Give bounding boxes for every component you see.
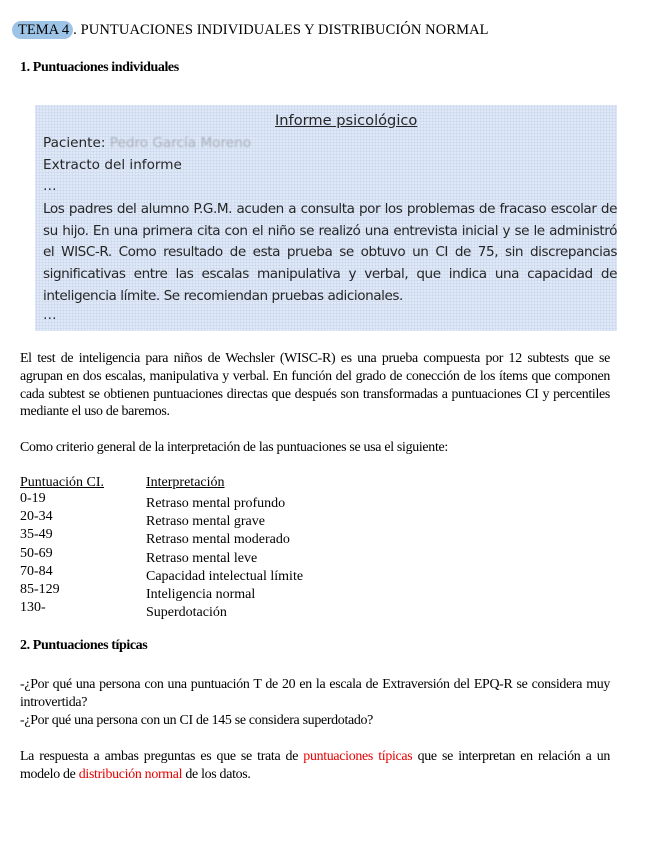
answer-text: La respuesta a ambas preguntas es que se trata de [20,749,304,764]
interpretation: Retraso mental moderado [146,532,290,548]
section-1-title: 1. Puntuaciones individuales [20,60,179,75]
answer-paragraph [20,748,610,784]
patient-line [43,135,251,151]
question-1: -¿Por qué una persona con una puntuación T de 20 en la escala de Extraversión del EPQ-R se considera muy introvertida? [20,677,610,710]
answer-text: que se interpretan en relación a un modelo de [20,749,610,782]
report-ellipsis-bottom: … [43,307,57,323]
criteria-paragraph: Como criterio general de la interpretación de las puntuaciones se usa el siguiente: [20,440,448,455]
highlight-normal-distribution: distribución normal [78,766,183,782]
table-header-interpretation: Interpretación [146,475,225,490]
header-title: . PUNTUACIONES INDIVIDUALES Y DISTRIBUCIÓN NORMAL [73,22,489,38]
score-range: 50-69 [20,545,53,561]
score-range: 20-34 [20,509,53,525]
score-range: 70-84 [20,563,53,579]
interpretation: Superdotación [146,605,227,621]
report-title: Informe psicológico [275,112,418,129]
report-box [35,105,617,331]
interpretation: Capacidad intelectual límite [146,568,304,584]
patient-label: Paciente: [43,135,106,151]
score-range: 0-19 [20,491,46,506]
tema-badge: TEMA 4 [12,21,73,39]
patient-name: Pedro García Moreno [109,135,252,151]
question-2: -¿Por qué una persona con un CI de 145 se considera superdotado? [20,713,374,728]
report-extract-label: Extracto del informe [43,157,182,173]
interpretation: Retraso mental grave [146,514,265,530]
section-2-title: 2. Puntuaciones típicas [20,638,148,653]
report-body: Los padres del alumno P.G.M. acuden a consulta por los problemas de fracaso escolar de su hijo. En una primera cita con el niño se realizó una entrevista inicial y se le administró el WISC-R. Como resultado de esta prueba se obtuvo un CI de 75, sin discrepancias significativas entre las escalas manipulativa y verbal, que indica una capacidad de inteligencia límite. Se recomiendan pruebas adicionales. [43,201,617,304]
interpretation: Retraso mental leve [146,550,258,566]
score-range: 85-129 [20,581,60,597]
answer-text: de los datos. [182,766,251,782]
interpretation: Inteligencia normal [146,586,256,602]
highlight-typical-scores: puntuaciones típicas [303,749,413,764]
page-header [12,22,489,39]
score-range: 130- [20,600,46,616]
table-header-score: Puntuación CI. [20,475,104,490]
interpretation: Retraso mental profundo [146,496,286,511]
report-ellipsis-top: … [43,178,57,194]
wisc-paragraph: El test de inteligencia para niños de Wechsler (WISC-R) es una prueba compuesta por 12 subtests que se agrupan en dos escalas, manipulativa y verbal. En función del grado de conección de los ítems que componen cada subtest se obtienen puntuaciones directas que después son transformadas a puntuaciones CI y percentiles mediante el uso de baremos. [20,351,610,420]
score-range: 35-49 [20,527,53,543]
